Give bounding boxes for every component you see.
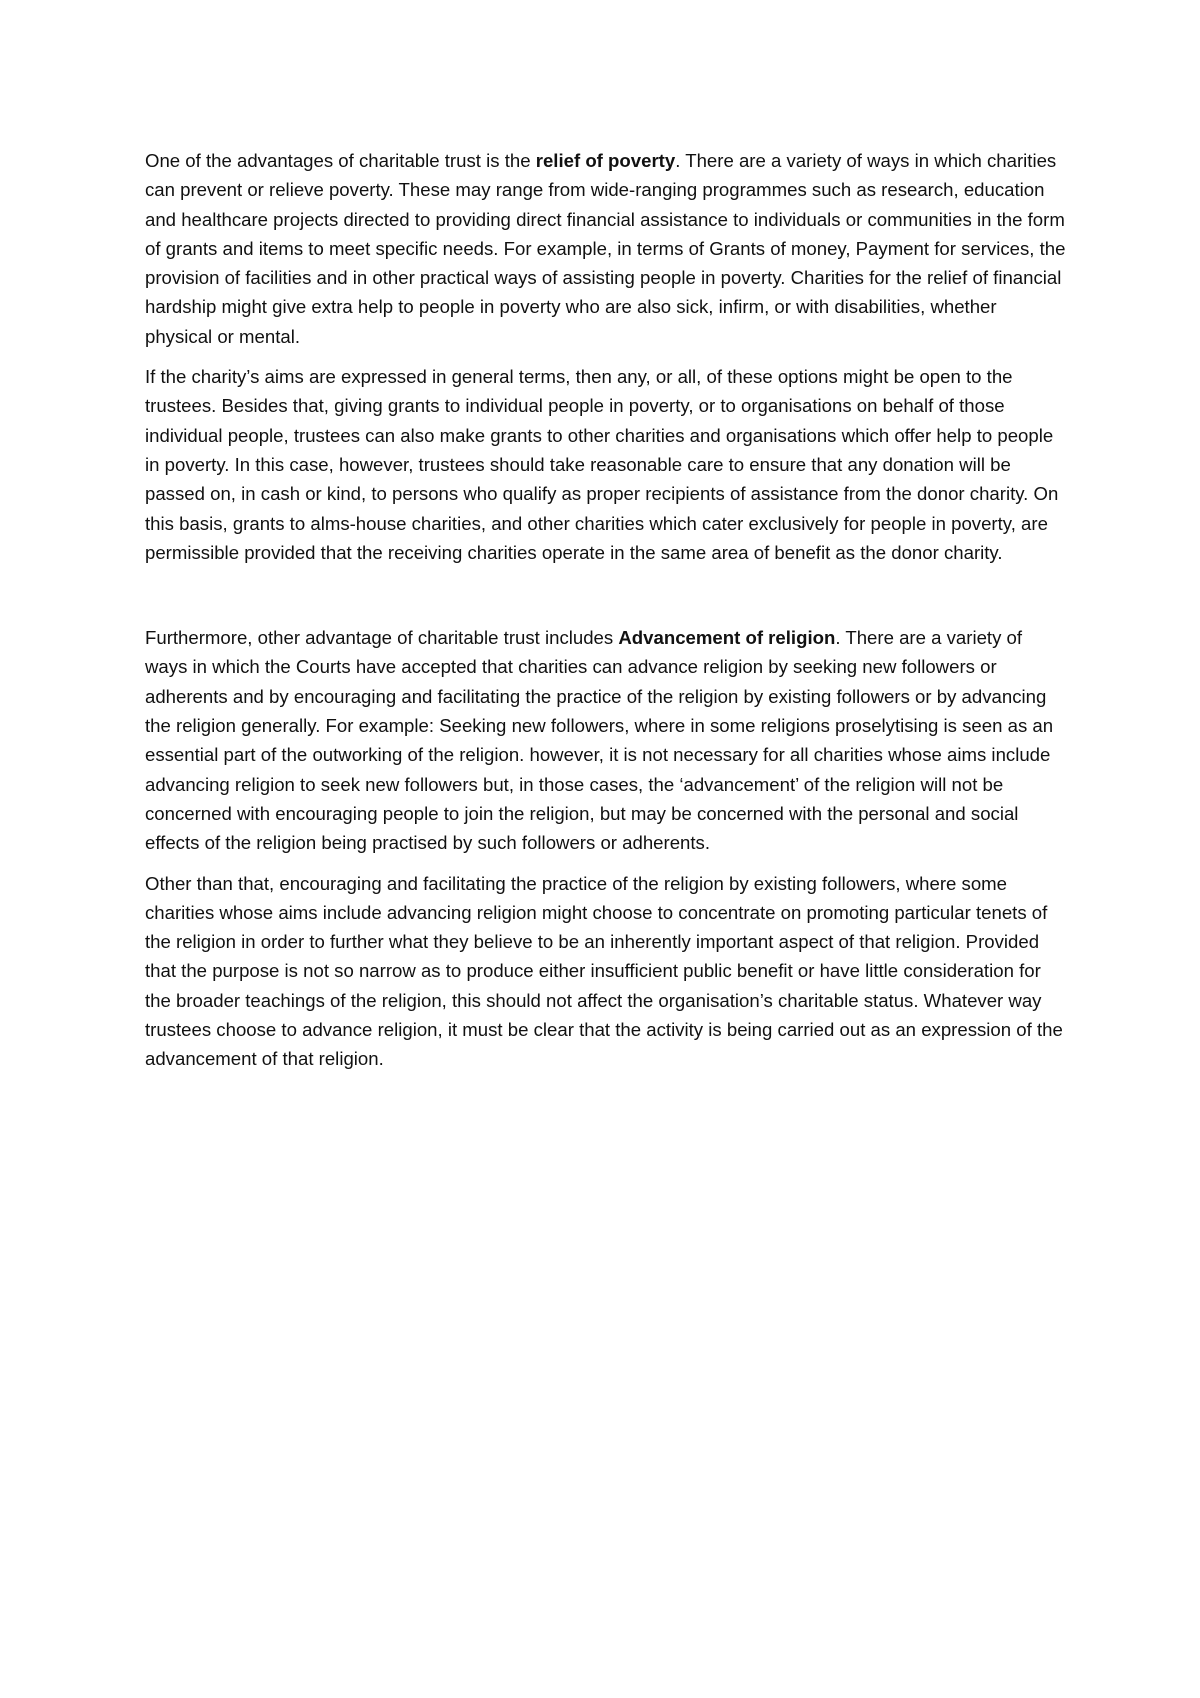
bold-term-relief-of-poverty: relief of poverty bbox=[535, 150, 676, 171]
bold-term-advancement-of-religion: Advancement of religion bbox=[618, 627, 836, 649]
paragraph-text: Other than that, encouraging and facilitating the practice of the religion by existing followers, where some charities whose aims include advancing religion might choose to concentrate on promoting particular tenets of the religion in order to further what they believe to be an inherently important aspect of that religion. Provided that the purpose is not so narrow as to produce either insufficient public benefit or have little consideration for the broader teachings of the religion, this should not affect the organisation’s charitable status. Whatever way trustees choose to advance religion, it must be clear that the activity is being carried out as an expression of the advancement of that religion. bbox=[145, 872, 1063, 1070]
paragraph-trustee-options bbox=[145, 362, 1067, 567]
paragraph-text: . There are a variety of ways in which the Courts have accepted that charities can advance religion by seeking new followers or adherents and by encouraging and facilitating the practice of the religion by existing followers or by advancing the religion generally. For example: Seeking new followers, where in some religions proselytising is seen as an essential part of the outworking of the religion. however, it is not necessary for all charities whose aims include advancing religion to seek new followers but, in those cases, the ‘advancement’ of the religion will not be concerned with encouraging people to join the religion, but may be concerned with the personal and social effects of the religion being practised by such followers or adherents. bbox=[145, 627, 1054, 854]
paragraph-advancement-of-religion bbox=[145, 623, 1067, 857]
paragraph-text: If the charity’s aims are expressed in general terms, then any, or all, of these options might be open to the trustees. Besides that, giving grants to individual people in poverty, or to organisations on behalf of those individual people, trustees can also make grants to other charities and organisations which offer help to people in poverty. In this case, however, trustees should take reasonable care to ensure that any donation will be passed on, in cash or kind, to persons who qualify as proper recipients of assistance from the donor charity. On this basis, grants to alms-house charities, and other charities which cater exclusively for people in poverty, are permissible provided that the receiving charities operate in the same area of benefit as the donor charity. bbox=[145, 366, 1059, 563]
paragraph-text: Furthermore, other advantage of charitable trust includes bbox=[145, 627, 619, 649]
paragraph-text: . There are a variety of ways in which charities can prevent or relieve poverty. These may range from wide-ranging programmes such as research, education and healthcare projects directed to providing direct financial assistance to individuals or communities in the form of grants and items to meet specific needs. For example, in terms of Grants of money, Payment for services, the provision of facilities and in other practical ways of assisting people in poverty. Charities for the relief of financial hardship might give extra help to people in poverty who are also sick, infirm, or with disabilities, whether physical or mental. bbox=[145, 150, 1066, 347]
document-body bbox=[145, 146, 1067, 1085]
paragraph-existing-followers bbox=[145, 869, 1067, 1074]
paragraph-relief-of-poverty bbox=[145, 146, 1067, 351]
paragraph-text: One of the advantages of charitable trust is the bbox=[145, 150, 536, 171]
